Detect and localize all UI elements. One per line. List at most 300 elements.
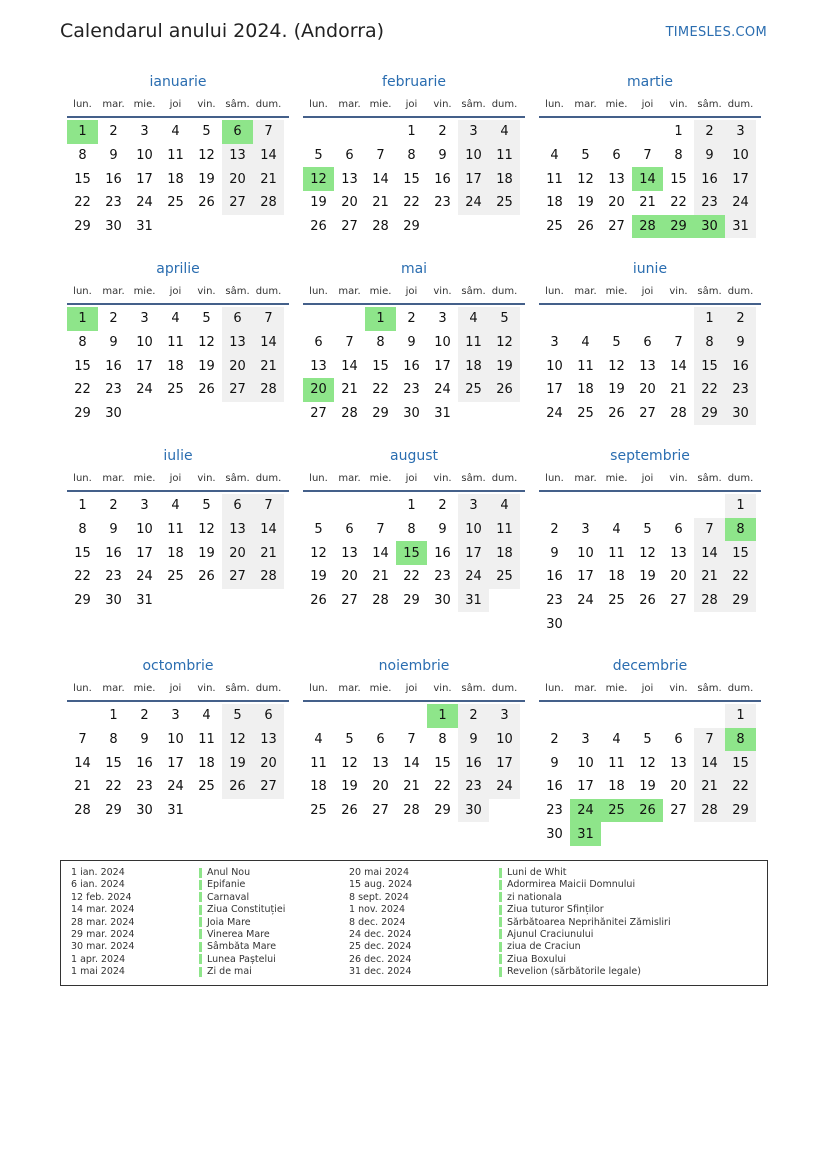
day-cell[interactable]: 13 xyxy=(222,144,253,168)
day-cell[interactable]: 14 xyxy=(372,171,389,187)
day-cell[interactable]: 22 xyxy=(725,775,756,799)
day-cell[interactable]: 30 xyxy=(105,406,122,422)
day-cell[interactable]: 11 xyxy=(167,335,184,351)
day-cell[interactable]: 20 xyxy=(670,779,687,795)
day-cell[interactable]: 8 xyxy=(78,522,87,538)
day-cell[interactable]: 11 xyxy=(458,331,489,355)
day-cell[interactable]: 3 xyxy=(581,732,590,748)
day-cell[interactable]: 25 xyxy=(167,382,184,398)
day-cell[interactable]: 12 xyxy=(608,358,625,374)
day-cell[interactable]: 21 xyxy=(670,382,687,398)
day-cell[interactable]: 4 xyxy=(550,148,559,164)
day-cell[interactable]: 21 xyxy=(639,195,656,211)
day-cell[interactable]: 5 xyxy=(581,148,590,164)
day-cell[interactable]: 9 xyxy=(109,522,118,538)
day-cell[interactable]: 10 xyxy=(136,522,153,538)
day-cell[interactable]: 20 xyxy=(608,195,625,211)
day-cell[interactable]: 8 xyxy=(674,148,683,164)
day-cell[interactable]: 12 xyxy=(222,728,253,752)
day-cell[interactable]: 20 xyxy=(341,195,358,211)
day-cell[interactable]: 13 xyxy=(670,755,687,771)
day-cell[interactable]: 2 xyxy=(140,708,149,724)
holiday-day-cell[interactable]: 15 xyxy=(396,541,427,565)
day-cell[interactable]: 2 xyxy=(694,120,725,144)
day-cell[interactable]: 30 xyxy=(546,616,563,632)
day-cell[interactable]: 22 xyxy=(670,195,687,211)
day-cell[interactable]: 21 xyxy=(372,569,389,585)
day-cell[interactable]: 14 xyxy=(253,144,284,168)
day-cell[interactable]: 17 xyxy=(546,382,563,398)
day-cell[interactable]: 4 xyxy=(458,307,489,331)
day-cell[interactable]: 5 xyxy=(345,732,354,748)
day-cell[interactable]: 29 xyxy=(725,589,756,613)
day-cell[interactable]: 18 xyxy=(167,171,184,187)
day-cell[interactable]: 25 xyxy=(577,406,594,422)
day-cell[interactable]: 27 xyxy=(222,565,253,589)
day-cell[interactable]: 2 xyxy=(109,311,118,327)
day-cell[interactable]: 3 xyxy=(458,120,489,144)
day-cell[interactable]: 25 xyxy=(198,779,215,795)
day-cell[interactable]: 18 xyxy=(546,195,563,211)
day-cell[interactable]: 10 xyxy=(577,545,594,561)
day-cell[interactable]: 11 xyxy=(167,522,184,538)
day-cell[interactable]: 12 xyxy=(577,171,594,187)
day-cell[interactable]: 3 xyxy=(438,311,447,327)
day-cell[interactable]: 17 xyxy=(577,779,594,795)
day-cell[interactable]: 15 xyxy=(670,171,687,187)
day-cell[interactable]: 28 xyxy=(341,406,358,422)
brand-link[interactable]: TIMESLES.COM xyxy=(665,25,767,40)
day-cell[interactable]: 17 xyxy=(489,751,520,775)
day-cell[interactable]: 13 xyxy=(222,331,253,355)
day-cell[interactable]: 31 xyxy=(167,803,184,819)
day-cell[interactable]: 2 xyxy=(109,124,118,140)
day-cell[interactable]: 8 xyxy=(438,732,447,748)
day-cell[interactable]: 14 xyxy=(403,755,420,771)
day-cell[interactable]: 19 xyxy=(639,779,656,795)
day-cell[interactable]: 8 xyxy=(78,335,87,351)
holiday-day-cell[interactable]: 14 xyxy=(632,167,663,191)
day-cell[interactable]: 8 xyxy=(407,522,416,538)
day-cell[interactable]: 21 xyxy=(253,354,284,378)
day-cell[interactable]: 29 xyxy=(694,402,725,426)
day-cell[interactable]: 28 xyxy=(403,803,420,819)
day-cell[interactable]: 7 xyxy=(674,335,683,351)
day-cell[interactable]: 26 xyxy=(577,219,594,235)
day-cell[interactable]: 21 xyxy=(694,565,725,589)
holiday-day-cell[interactable]: 30 xyxy=(694,215,725,239)
day-cell[interactable]: 6 xyxy=(643,335,652,351)
day-cell[interactable]: 6 xyxy=(612,148,621,164)
day-cell[interactable]: 6 xyxy=(345,522,354,538)
day-cell[interactable]: 4 xyxy=(171,498,180,514)
day-cell[interactable]: 3 xyxy=(489,704,520,728)
day-cell[interactable]: 10 xyxy=(458,144,489,168)
day-cell[interactable]: 14 xyxy=(694,751,725,775)
day-cell[interactable]: 18 xyxy=(198,755,215,771)
day-cell[interactable]: 5 xyxy=(314,148,323,164)
day-cell[interactable]: 24 xyxy=(167,779,184,795)
day-cell[interactable]: 4 xyxy=(612,732,621,748)
day-cell[interactable]: 10 xyxy=(434,335,451,351)
day-cell[interactable]: 12 xyxy=(639,755,656,771)
holiday-day-cell[interactable]: 29 xyxy=(663,215,694,239)
day-cell[interactable]: 26 xyxy=(198,569,215,585)
day-cell[interactable]: 23 xyxy=(403,382,420,398)
day-cell[interactable]: 9 xyxy=(438,148,447,164)
day-cell[interactable]: 25 xyxy=(167,569,184,585)
day-cell[interactable]: 27 xyxy=(341,219,358,235)
day-cell[interactable]: 7 xyxy=(407,732,416,748)
holiday-day-cell[interactable]: 24 xyxy=(570,799,601,823)
day-cell[interactable]: 27 xyxy=(608,219,625,235)
day-cell[interactable]: 16 xyxy=(434,545,451,561)
day-cell[interactable]: 3 xyxy=(171,708,180,724)
day-cell[interactable]: 21 xyxy=(253,167,284,191)
day-cell[interactable]: 11 xyxy=(608,545,625,561)
day-cell[interactable]: 17 xyxy=(434,358,451,374)
day-cell[interactable]: 28 xyxy=(74,803,91,819)
day-cell[interactable]: 12 xyxy=(639,545,656,561)
day-cell[interactable]: 2 xyxy=(458,704,489,728)
day-cell[interactable]: 24 xyxy=(458,191,489,215)
day-cell[interactable]: 23 xyxy=(725,378,756,402)
day-cell[interactable]: 21 xyxy=(253,541,284,565)
day-cell[interactable]: 1 xyxy=(407,124,416,140)
holiday-day-cell[interactable]: 1 xyxy=(427,704,458,728)
day-cell[interactable]: 19 xyxy=(198,358,215,374)
day-cell[interactable]: 31 xyxy=(136,219,153,235)
day-cell[interactable]: 21 xyxy=(403,779,420,795)
day-cell[interactable]: 1 xyxy=(694,307,725,331)
day-cell[interactable]: 5 xyxy=(643,522,652,538)
day-cell[interactable]: 5 xyxy=(202,311,211,327)
day-cell[interactable]: 24 xyxy=(136,195,153,211)
day-cell[interactable]: 9 xyxy=(694,144,725,168)
day-cell[interactable]: 14 xyxy=(372,545,389,561)
day-cell[interactable]: 17 xyxy=(136,358,153,374)
day-cell[interactable]: 18 xyxy=(608,569,625,585)
day-cell[interactable]: 29 xyxy=(74,593,91,609)
day-cell[interactable]: 9 xyxy=(109,335,118,351)
day-cell[interactable]: 30 xyxy=(105,593,122,609)
day-cell[interactable]: 10 xyxy=(725,144,756,168)
day-cell[interactable]: 4 xyxy=(171,311,180,327)
day-cell[interactable]: 15 xyxy=(105,755,122,771)
day-cell[interactable]: 4 xyxy=(314,732,323,748)
day-cell[interactable]: 7 xyxy=(345,335,354,351)
day-cell[interactable]: 19 xyxy=(489,354,520,378)
day-cell[interactable]: 20 xyxy=(639,382,656,398)
day-cell[interactable]: 5 xyxy=(202,124,211,140)
day-cell[interactable]: 10 xyxy=(577,755,594,771)
day-cell[interactable]: 14 xyxy=(253,518,284,542)
day-cell[interactable]: 26 xyxy=(639,593,656,609)
day-cell[interactable]: 25 xyxy=(167,195,184,211)
day-cell[interactable]: 26 xyxy=(222,775,253,799)
day-cell[interactable]: 15 xyxy=(694,354,725,378)
day-cell[interactable]: 11 xyxy=(577,358,594,374)
day-cell[interactable]: 24 xyxy=(136,569,153,585)
day-cell[interactable]: 16 xyxy=(136,755,153,771)
day-cell[interactable]: 17 xyxy=(167,755,184,771)
day-cell[interactable]: 4 xyxy=(489,494,520,518)
day-cell[interactable]: 1 xyxy=(725,704,756,728)
holiday-day-cell[interactable]: 1 xyxy=(67,120,98,144)
day-cell[interactable]: 19 xyxy=(341,779,358,795)
day-cell[interactable]: 7 xyxy=(78,732,87,748)
day-cell[interactable]: 31 xyxy=(136,593,153,609)
holiday-day-cell[interactable]: 28 xyxy=(632,215,663,239)
day-cell[interactable]: 10 xyxy=(458,518,489,542)
day-cell[interactable]: 10 xyxy=(546,358,563,374)
day-cell[interactable]: 12 xyxy=(198,522,215,538)
day-cell[interactable]: 19 xyxy=(310,195,327,211)
day-cell[interactable]: 18 xyxy=(167,545,184,561)
day-cell[interactable]: 13 xyxy=(341,171,358,187)
day-cell[interactable]: 27 xyxy=(639,406,656,422)
day-cell[interactable]: 14 xyxy=(74,755,91,771)
day-cell[interactable]: 6 xyxy=(376,732,385,748)
day-cell[interactable]: 2 xyxy=(109,498,118,514)
day-cell[interactable]: 15 xyxy=(403,171,420,187)
day-cell[interactable]: 19 xyxy=(608,382,625,398)
day-cell[interactable]: 3 xyxy=(140,124,149,140)
day-cell[interactable]: 9 xyxy=(109,148,118,164)
day-cell[interactable]: 31 xyxy=(458,589,489,613)
day-cell[interactable]: 16 xyxy=(403,358,420,374)
day-cell[interactable]: 29 xyxy=(372,406,389,422)
day-cell[interactable]: 28 xyxy=(694,589,725,613)
day-cell[interactable]: 17 xyxy=(725,167,756,191)
day-cell[interactable]: 20 xyxy=(372,779,389,795)
day-cell[interactable]: 3 xyxy=(140,498,149,514)
day-cell[interactable]: 22 xyxy=(74,382,91,398)
day-cell[interactable]: 20 xyxy=(222,167,253,191)
day-cell[interactable]: 12 xyxy=(198,148,215,164)
day-cell[interactable]: 31 xyxy=(725,215,756,239)
day-cell[interactable]: 7 xyxy=(694,728,725,752)
day-cell[interactable]: 3 xyxy=(550,335,559,351)
day-cell[interactable]: 20 xyxy=(253,751,284,775)
day-cell[interactable]: 20 xyxy=(222,354,253,378)
day-cell[interactable]: 8 xyxy=(694,331,725,355)
day-cell[interactable]: 9 xyxy=(407,335,416,351)
day-cell[interactable]: 14 xyxy=(253,331,284,355)
holiday-day-cell[interactable]: 31 xyxy=(570,822,601,846)
day-cell[interactable]: 12 xyxy=(341,755,358,771)
day-cell[interactable]: 11 xyxy=(198,732,215,748)
day-cell[interactable]: 25 xyxy=(489,565,520,589)
day-cell[interactable]: 9 xyxy=(550,545,559,561)
day-cell[interactable]: 27 xyxy=(670,803,687,819)
day-cell[interactable]: 17 xyxy=(458,541,489,565)
day-cell[interactable]: 5 xyxy=(612,335,621,351)
day-cell[interactable]: 13 xyxy=(639,358,656,374)
day-cell[interactable]: 29 xyxy=(725,799,756,823)
day-cell[interactable]: 9 xyxy=(725,331,756,355)
day-cell[interactable]: 28 xyxy=(694,799,725,823)
day-cell[interactable]: 23 xyxy=(434,569,451,585)
day-cell[interactable]: 3 xyxy=(581,522,590,538)
day-cell[interactable]: 20 xyxy=(670,569,687,585)
day-cell[interactable]: 20 xyxy=(341,569,358,585)
day-cell[interactable]: 17 xyxy=(136,171,153,187)
day-cell[interactable]: 1 xyxy=(725,494,756,518)
holiday-day-cell[interactable]: 1 xyxy=(365,307,396,331)
day-cell[interactable]: 29 xyxy=(403,593,420,609)
day-cell[interactable]: 1 xyxy=(109,708,118,724)
day-cell[interactable]: 18 xyxy=(489,167,520,191)
day-cell[interactable]: 26 xyxy=(198,382,215,398)
day-cell[interactable]: 4 xyxy=(581,335,590,351)
day-cell[interactable]: 31 xyxy=(434,406,451,422)
day-cell[interactable]: 25 xyxy=(546,219,563,235)
day-cell[interactable]: 24 xyxy=(489,775,520,799)
day-cell[interactable]: 7 xyxy=(253,307,284,331)
holiday-day-cell[interactable]: 25 xyxy=(601,799,632,823)
day-cell[interactable]: 24 xyxy=(458,565,489,589)
day-cell[interactable]: 29 xyxy=(74,219,91,235)
day-cell[interactable]: 24 xyxy=(136,382,153,398)
day-cell[interactable]: 15 xyxy=(725,751,756,775)
day-cell[interactable]: 4 xyxy=(202,708,211,724)
day-cell[interactable]: 16 xyxy=(546,569,563,585)
day-cell[interactable]: 27 xyxy=(222,191,253,215)
day-cell[interactable]: 17 xyxy=(458,167,489,191)
day-cell[interactable]: 13 xyxy=(222,518,253,542)
day-cell[interactable]: 7 xyxy=(376,148,385,164)
day-cell[interactable]: 23 xyxy=(546,593,563,609)
day-cell[interactable]: 21 xyxy=(694,775,725,799)
day-cell[interactable]: 9 xyxy=(550,755,559,771)
day-cell[interactable]: 26 xyxy=(341,803,358,819)
day-cell[interactable]: 6 xyxy=(314,335,323,351)
day-cell[interactable]: 18 xyxy=(310,779,327,795)
holiday-day-cell[interactable]: 1 xyxy=(67,307,98,331)
day-cell[interactable]: 22 xyxy=(725,565,756,589)
day-cell[interactable]: 22 xyxy=(403,195,420,211)
day-cell[interactable]: 9 xyxy=(458,728,489,752)
day-cell[interactable]: 2 xyxy=(438,498,447,514)
day-cell[interactable]: 15 xyxy=(74,171,91,187)
day-cell[interactable]: 17 xyxy=(577,569,594,585)
day-cell[interactable]: 11 xyxy=(489,518,520,542)
day-cell[interactable]: 23 xyxy=(546,803,563,819)
day-cell[interactable]: 10 xyxy=(136,148,153,164)
day-cell[interactable]: 10 xyxy=(167,732,184,748)
day-cell[interactable]: 27 xyxy=(310,406,327,422)
day-cell[interactable]: 7 xyxy=(376,522,385,538)
day-cell[interactable]: 22 xyxy=(105,779,122,795)
day-cell[interactable]: 28 xyxy=(253,378,284,402)
day-cell[interactable]: 30 xyxy=(105,219,122,235)
day-cell[interactable]: 22 xyxy=(372,382,389,398)
day-cell[interactable]: 7 xyxy=(643,148,652,164)
day-cell[interactable]: 16 xyxy=(694,167,725,191)
day-cell[interactable]: 25 xyxy=(489,191,520,215)
day-cell[interactable]: 28 xyxy=(253,191,284,215)
day-cell[interactable]: 18 xyxy=(167,358,184,374)
day-cell[interactable]: 19 xyxy=(198,545,215,561)
day-cell[interactable]: 4 xyxy=(612,522,621,538)
day-cell[interactable]: 22 xyxy=(434,779,451,795)
day-cell[interactable]: 11 xyxy=(167,148,184,164)
day-cell[interactable]: 30 xyxy=(725,402,756,426)
day-cell[interactable]: 7 xyxy=(694,518,725,542)
day-cell[interactable]: 25 xyxy=(608,593,625,609)
day-cell[interactable]: 22 xyxy=(694,378,725,402)
day-cell[interactable]: 7 xyxy=(253,120,284,144)
day-cell[interactable]: 18 xyxy=(608,779,625,795)
day-cell[interactable]: 6 xyxy=(674,732,683,748)
day-cell[interactable]: 26 xyxy=(608,406,625,422)
day-cell[interactable]: 5 xyxy=(489,307,520,331)
day-cell[interactable]: 13 xyxy=(608,171,625,187)
day-cell[interactable]: 1 xyxy=(674,124,683,140)
day-cell[interactable]: 23 xyxy=(434,195,451,211)
day-cell[interactable]: 29 xyxy=(105,803,122,819)
day-cell[interactable]: 8 xyxy=(376,335,385,351)
day-cell[interactable]: 19 xyxy=(639,569,656,585)
day-cell[interactable]: 11 xyxy=(608,755,625,771)
day-cell[interactable]: 28 xyxy=(670,406,687,422)
day-cell[interactable]: 26 xyxy=(489,378,520,402)
day-cell[interactable]: 16 xyxy=(434,171,451,187)
day-cell[interactable]: 16 xyxy=(105,171,122,187)
day-cell[interactable]: 23 xyxy=(105,569,122,585)
day-cell[interactable]: 8 xyxy=(78,148,87,164)
day-cell[interactable]: 5 xyxy=(222,704,253,728)
day-cell[interactable]: 2 xyxy=(550,732,559,748)
day-cell[interactable]: 23 xyxy=(105,382,122,398)
day-cell[interactable]: 8 xyxy=(109,732,118,748)
day-cell[interactable]: 24 xyxy=(434,382,451,398)
day-cell[interactable]: 20 xyxy=(222,541,253,565)
day-cell[interactable]: 8 xyxy=(407,148,416,164)
day-cell[interactable]: 13 xyxy=(253,728,284,752)
day-cell[interactable]: 5 xyxy=(314,522,323,538)
day-cell[interactable]: 23 xyxy=(136,779,153,795)
day-cell[interactable]: 30 xyxy=(136,803,153,819)
day-cell[interactable]: 27 xyxy=(222,378,253,402)
day-cell[interactable]: 27 xyxy=(372,803,389,819)
day-cell[interactable]: 22 xyxy=(74,569,91,585)
day-cell[interactable]: 17 xyxy=(136,545,153,561)
day-cell[interactable]: 15 xyxy=(725,541,756,565)
day-cell[interactable]: 18 xyxy=(489,541,520,565)
day-cell[interactable]: 11 xyxy=(489,144,520,168)
holiday-day-cell[interactable]: 6 xyxy=(222,120,253,144)
day-cell[interactable]: 13 xyxy=(670,545,687,561)
day-cell[interactable]: 11 xyxy=(546,171,563,187)
day-cell[interactable]: 23 xyxy=(105,195,122,211)
day-cell[interactable]: 22 xyxy=(403,569,420,585)
day-cell[interactable]: 30 xyxy=(403,406,420,422)
day-cell[interactable]: 24 xyxy=(725,191,756,215)
holiday-day-cell[interactable]: 12 xyxy=(303,167,334,191)
day-cell[interactable]: 22 xyxy=(74,195,91,211)
day-cell[interactable]: 24 xyxy=(546,406,563,422)
day-cell[interactable]: 29 xyxy=(434,803,451,819)
day-cell[interactable]: 13 xyxy=(310,358,327,374)
day-cell[interactable]: 3 xyxy=(140,311,149,327)
day-cell[interactable]: 10 xyxy=(489,728,520,752)
day-cell[interactable]: 1 xyxy=(78,498,87,514)
day-cell[interactable]: 15 xyxy=(74,545,91,561)
day-cell[interactable]: 30 xyxy=(458,799,489,823)
day-cell[interactable]: 12 xyxy=(198,335,215,351)
